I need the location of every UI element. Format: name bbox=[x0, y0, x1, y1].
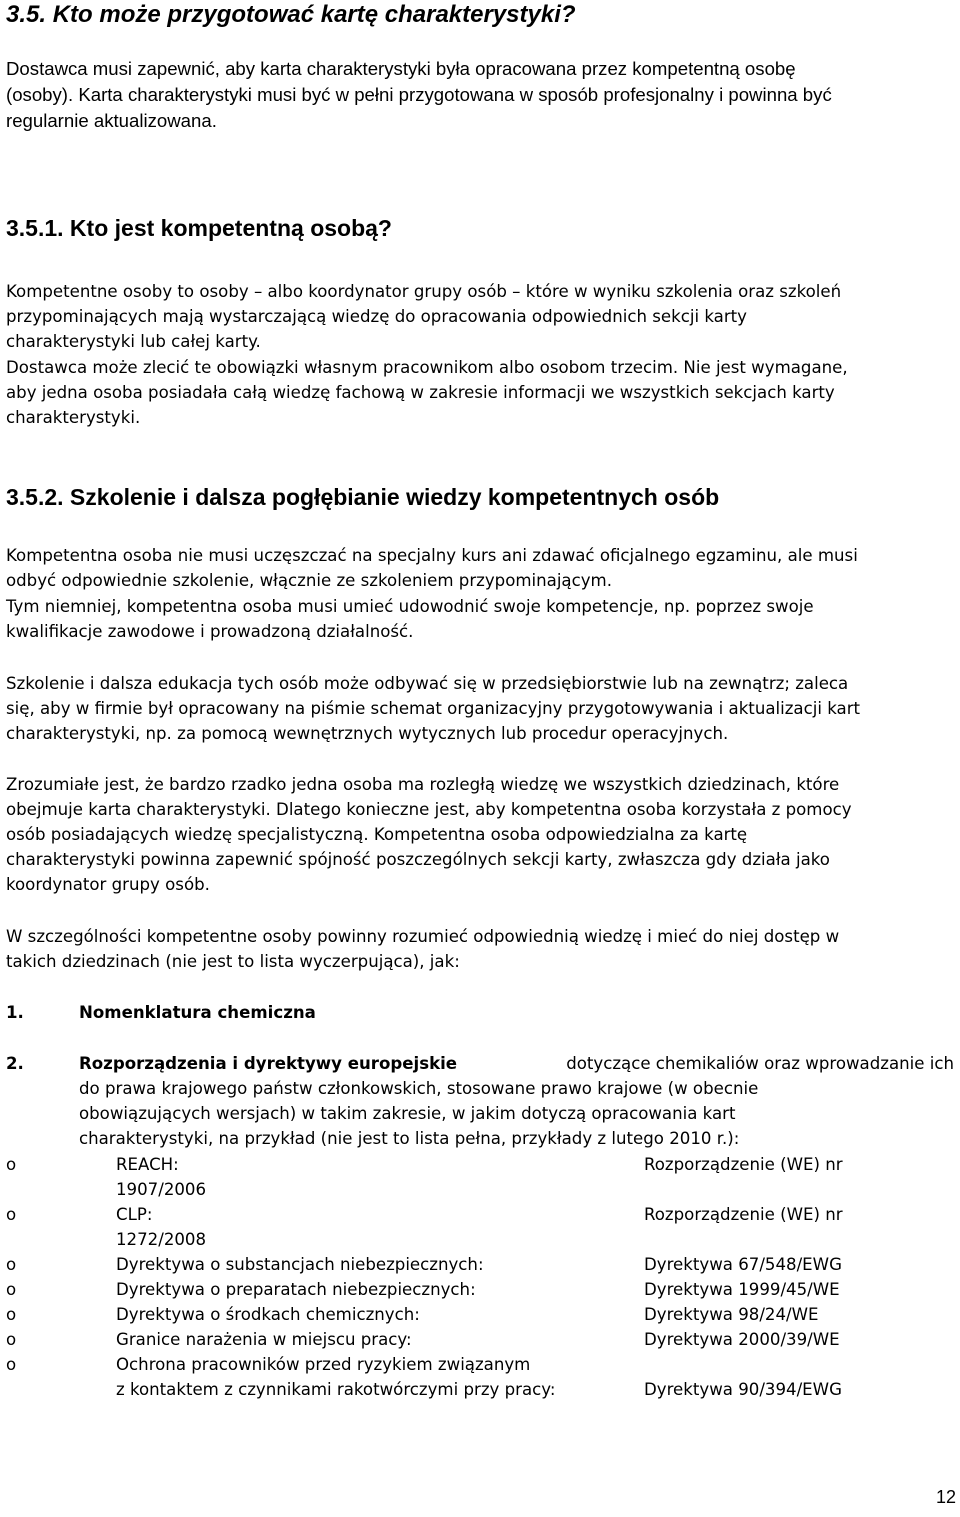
text-line: się, aby w firmie był opracowany na piśmie schemat organizacyjny przygotowywania i aktualizacji kart bbox=[6, 699, 861, 718]
regulation-row-reach bbox=[6, 1152, 954, 1202]
text-line: charakterystyki lub całej karty. bbox=[6, 332, 261, 351]
page-number: 12 bbox=[935, 1487, 956, 1507]
regulation-row-carcinogens bbox=[6, 1352, 954, 1402]
regulation-name: REACH: bbox=[116, 1155, 179, 1174]
numbered-item-2 bbox=[6, 1051, 954, 1151]
paragraph-3-5-2-a bbox=[6, 543, 954, 593]
regulation-row-exposure-limits bbox=[6, 1327, 954, 1352]
list-bullet: o bbox=[6, 1355, 17, 1374]
numbered-item-1 bbox=[6, 1000, 954, 1025]
regulation-act: Dyrektywa 90/394/EWG bbox=[644, 1380, 842, 1399]
section-heading-3-5: 3.5. Kto może przygotować kartę charakterystyki? bbox=[6, 1, 576, 28]
regulation-act: Dyrektywa 2000/39/WE bbox=[644, 1330, 840, 1349]
text-line: obejmuje karta charakterystyki. Dlatego konieczne jest, aby kompetentna osoba korzystała z pomocy bbox=[6, 800, 852, 819]
text-line: regularnie aktualizowana. bbox=[6, 110, 217, 131]
regulation-row-substances bbox=[6, 1252, 954, 1277]
text-line: W szczególności kompetentne osoby powinny rozumieć odpowiednią wiedzę i mieć do niej dostęp w bbox=[6, 927, 840, 946]
regulation-name: CLP: bbox=[116, 1205, 153, 1224]
paragraph-3-5-1-a bbox=[6, 279, 954, 354]
paragraph-3-5-2-c bbox=[6, 671, 954, 746]
regulation-name: Dyrektywa o preparatach niebezpiecznych: bbox=[116, 1280, 476, 1299]
regulation-act: Rozporządzenie (WE) nr bbox=[644, 1205, 843, 1224]
text-line: Kompetentna osoba nie musi uczęszczać na specjalny kurs ani zdawać oficjalnego egzaminu, ale musi bbox=[6, 546, 858, 565]
regulation-act: Dyrektywa 1999/45/WE bbox=[644, 1280, 840, 1299]
text-line: Szkolenie i dalsza edukacja tych osób może odbywać się w przedsiębiorstwie lub na zewnątrz; zaleca bbox=[6, 674, 849, 693]
text-line: koordynator grupy osób. bbox=[6, 875, 210, 894]
section-heading-3-5-2: 3.5.2. Szkolenie i dalsza pogłębianie wiedzy kompetentnych osób bbox=[6, 484, 720, 510]
item-first-line bbox=[79, 1051, 954, 1076]
regulation-row-clp bbox=[6, 1202, 954, 1252]
text-line: Zrozumiałe jest, że bardzo rzadko jedna osoba ma rozległą wiedzę we wszystkich dziedzinach, które bbox=[6, 775, 840, 794]
item-title: Nomenklatura chemiczna bbox=[79, 1003, 316, 1022]
text-line: (osoby). Karta charakterystyki musi być w pełni przygotowana w sposób profesjonalny i powinna być bbox=[6, 84, 832, 105]
regulation-act: Dyrektywa 67/548/EWG bbox=[644, 1255, 842, 1274]
text-line: charakterystyki powinna zapewnić spójność poszczególnych sekcji karty, zwłaszcza gdy działa jako bbox=[6, 850, 830, 869]
paragraph-3-5-2-d bbox=[6, 772, 954, 897]
paragraph-3-5-1-b bbox=[6, 355, 954, 430]
regulation-name: Dyrektywa o środkach chemicznych: bbox=[116, 1305, 420, 1324]
list-bullet: o bbox=[6, 1155, 17, 1174]
regulation-row-chemical-agents bbox=[6, 1302, 954, 1327]
regulation-act: Rozporządzenie (WE) nr bbox=[644, 1155, 843, 1174]
list-bullet: o bbox=[6, 1280, 17, 1299]
text-line: charakterystyki, np. za pomocą wewnętrznych wytycznych lub procedur operacyjnych. bbox=[6, 724, 729, 743]
list-bullet: o bbox=[6, 1255, 17, 1274]
text-line: aby jedna osoba posiadała całą wiedzę fachową w zakresie informacji we wszystkich sekcjach karty bbox=[6, 383, 835, 402]
text-line: Kompetentne osoby to osoby – albo koordynator grupy osób – które w wyniku szkolenia oraz szkoleń bbox=[6, 282, 842, 301]
text-line: osób posiadających wiedzę specjalistyczną. Kompetentna osoba odpowiedzialna za kartę bbox=[6, 825, 748, 844]
text-line: charakterystyki, na przykład (nie jest to lista pełna, przykłady z lutego 2010 r.): bbox=[79, 1129, 740, 1148]
item-number: 2. bbox=[6, 1054, 24, 1073]
text-line: charakterystyki. bbox=[6, 408, 141, 427]
paragraph-3-5-2-e bbox=[6, 924, 954, 974]
text-line: obowiązujących wersjach) w takim zakresie, w jakim dotyczą opracowania kart bbox=[79, 1104, 736, 1123]
regulation-act: Dyrektywa 98/24/WE bbox=[644, 1305, 819, 1324]
section-heading-3-5-1: 3.5.1. Kto jest kompetentną osobą? bbox=[6, 215, 392, 241]
regulation-name: Ochrona pracowników przed ryzykiem związanym bbox=[116, 1355, 531, 1374]
regulation-name-continued: 1272/2008 bbox=[116, 1230, 207, 1249]
list-bullet: o bbox=[6, 1330, 17, 1349]
text-line: Dostawca może zlecić te obowiązki własnym pracownikom albo osobom trzecim. Nie jest wymagane, bbox=[6, 358, 848, 377]
item-title: Rozporządzenia i dyrektywy europejskie bbox=[79, 1054, 458, 1073]
text-line: odbyć odpowiednie szkolenie, włącznie ze szkoleniem przypominającym. bbox=[6, 571, 612, 590]
regulation-name-continued: z kontaktem z czynnikami rakotwórczymi przy pracy: bbox=[116, 1380, 556, 1399]
text-line: kwalifikacje zawodowe i prowadzoną działalność. bbox=[6, 622, 414, 641]
item-first-line-rest: dotyczące chemikaliów oraz wprowadzanie ich bbox=[566, 1054, 954, 1073]
regulation-name-continued: 1907/2006 bbox=[116, 1180, 207, 1199]
regulation-name: Granice narażenia w miejscu pracy: bbox=[116, 1330, 412, 1349]
text-line: takich dziedzinach (nie jest to lista wyczerpująca), jak: bbox=[6, 952, 460, 971]
text-line: do prawa krajowego państw członkowskich, stosowane prawo krajowe (w obecnie bbox=[79, 1079, 759, 1098]
text-line: Tym niemniej, kompetentna osoba musi umieć udowodnić swoje kompetencje, np. poprzez swoje bbox=[6, 597, 814, 616]
list-bullet: o bbox=[6, 1305, 17, 1324]
regulations-list bbox=[6, 1152, 954, 1402]
regulation-name: Dyrektywa o substancjach niebezpiecznych: bbox=[116, 1255, 484, 1274]
regulation-row-preparations bbox=[6, 1277, 954, 1302]
text-line: Dostawca musi zapewnić, aby karta charakterystyki była opracowana przez kompetentną osobę bbox=[6, 58, 796, 79]
item-number: 1. bbox=[6, 1003, 24, 1022]
text-line: przypominających mają wystarczającą wiedzę do opracowania odpowiednich sekcji karty bbox=[6, 307, 747, 326]
list-bullet: o bbox=[6, 1205, 17, 1224]
paragraph-3-5-intro bbox=[6, 56, 954, 134]
paragraph-3-5-2-b bbox=[6, 594, 954, 644]
